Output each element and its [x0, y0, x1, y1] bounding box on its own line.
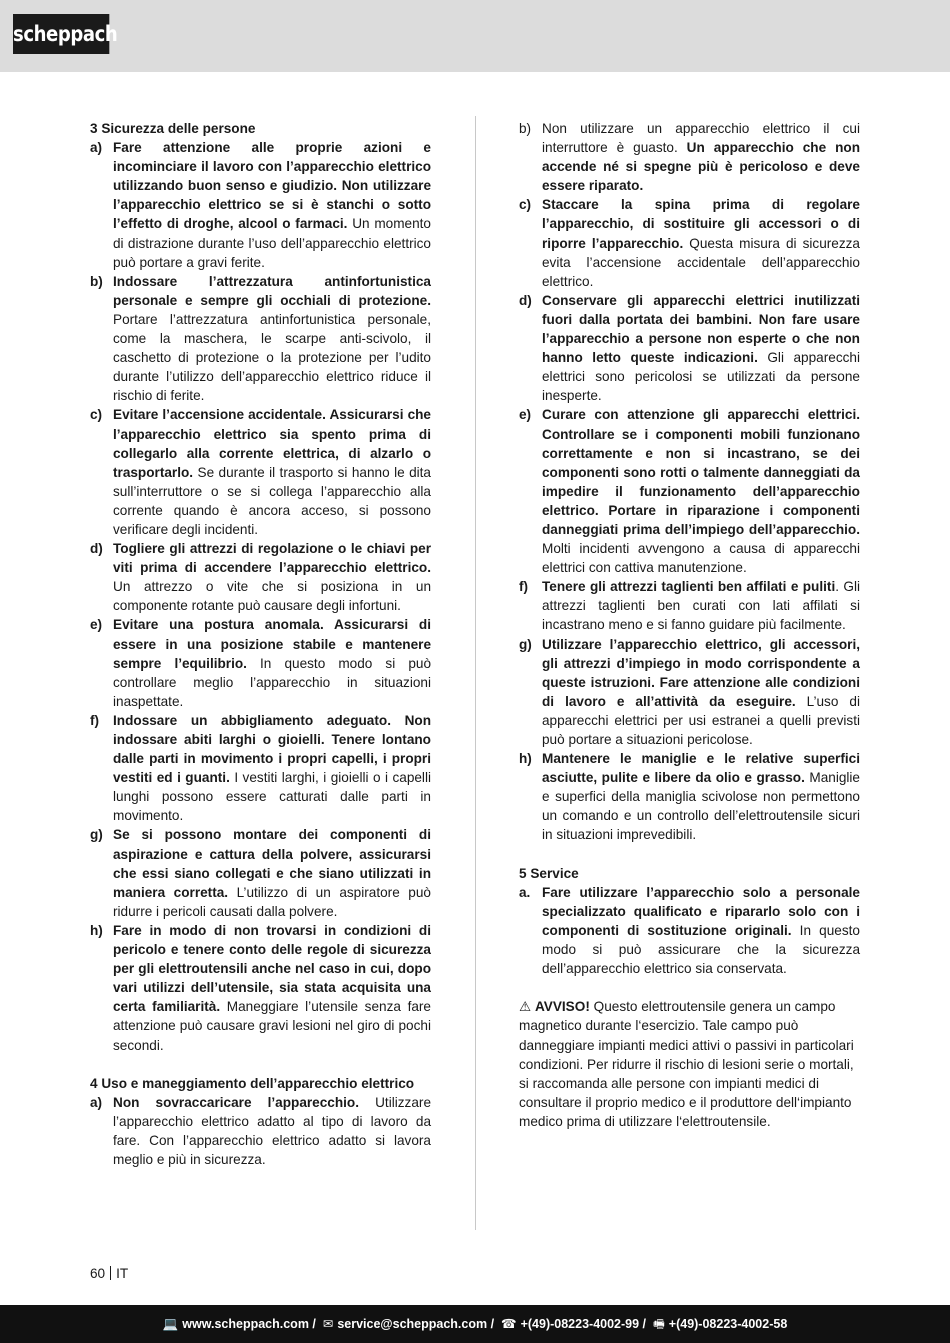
list-item-regular-text: . Gli attrezzi taglienti ben curati con lati affilati si incastrano meno e si fanno guidare più facilmente.: [542, 579, 860, 633]
list-item: [90, 615, 431, 710]
list-item-regular-text: Non utilizzare un apparecchio elettrico il cui interruttore è guasto.: [542, 121, 860, 156]
list-item-text: [113, 272, 431, 406]
list-item-bold-text: Indossare l’attrezzatura antinfortunistica personale e sempre gli occhiali di protezione.: [113, 273, 431, 308]
list-item-regular-text: L’uso di apparecchi elettrici per usi estranei a quelli previsti può portare a situazioni pericolose.: [542, 693, 860, 747]
list-item-label: h): [90, 922, 103, 938]
list-item: [90, 539, 431, 615]
list-item-label: c): [90, 407, 103, 423]
list-item-regular-text: Maneggiare l’utensile senza fare attenzione può causare gravi lesioni nel giro di pochi secondi.: [113, 999, 431, 1053]
list-item-regular-text: Maniglie e superfici della maniglia scivolose non permettono un comando e un controllo dell’elettroutensile sicuri in situazioni imprevedibili.: [542, 770, 860, 843]
list-item-text: [113, 138, 431, 272]
spacer: [90, 1055, 431, 1074]
list-item-bold-text: Se si possono montare dei componenti di aspirazione e cattura della polvere, assicurarsi che essi siano collegati e che siano utilizzati in maniera corretta.: [113, 827, 431, 900]
list-item-bold-text: Utilizzare l’apparecchio elettrico, gli accessori, gli attrezzi d’impiego in modo corrispondente a queste istruzioni. Fare attenzione alle condizioni di lavoro e all’attività da eseguire.: [542, 636, 860, 709]
list-item-regular-text: In questo modo si può controllare meglio l’apparecchio in situazioni inaspettate.: [113, 655, 432, 709]
list-item: [90, 825, 431, 920]
list-item: [90, 138, 431, 272]
section-heading-3: 3 Sicurezza delle persone: [90, 121, 256, 136]
phone-icon: ☎: [501, 1317, 517, 1331]
list-item-text: [542, 635, 860, 750]
footer-phone: +(49)-08223-4002-99 /: [520, 1317, 647, 1331]
email-icon: ✉: [322, 1317, 334, 1331]
warning-icon: ⚠: [519, 999, 532, 1015]
spacer: [519, 978, 860, 997]
list-item-bold-text: Un apparecchio che non accende né si spegne più è pericoloso e deve essere riparato.: [542, 140, 860, 194]
list-item: [90, 921, 431, 1055]
list-item-regular-text: Se durante il trasporto si hanno le dita sull’interruttore o se si collega l’apparecchio alla corrente quando è ancora acceso, si possono verificare degli incidenti.: [113, 464, 431, 537]
list-item-text: [113, 615, 431, 710]
warning-paragraph: [519, 997, 860, 1131]
list-item-bold-text: Staccare la spina prima di regolare l’apparecchio, di sostituire gli accessori o di riporre l’apparecchio.: [542, 197, 860, 251]
list-item-regular-text: Un momento di distrazione durante l’uso dell’apparecchio elettrico può portare a gravi ferite.: [113, 216, 431, 270]
page-number: [90, 1264, 128, 1283]
list-item-bold-text: Non sovraccaricare l’apparecchio.: [113, 1094, 360, 1110]
list-item: [90, 711, 431, 826]
list-item-label: g): [519, 636, 532, 652]
list-item-text: [542, 291, 860, 406]
list-item: [90, 272, 431, 406]
list-item-text: [542, 195, 860, 290]
list-item-regular-text: Un attrezzo o vite che si posiziona in un componente rotante può causare degli infortuni.: [113, 579, 431, 614]
monitor-icon: 💻: [162, 1317, 179, 1331]
fax-icon: 🖷: [652, 1317, 665, 1331]
list-item-text: [542, 119, 860, 195]
list-item-text: [113, 921, 431, 1055]
list-item-bold-text: Curare con attenzione gli apparecchi elettrici. Controllare se i componenti mobili funzionano correttamente e non si incastrano, se dei componenti sono rotti o talmente danneggiati da impedire il funzionamento dell’apparecchio elettrico. Portare in riparazione i componenti danneggiati prima dell’impiego dell’apparecchio.: [542, 407, 860, 537]
list-item-label: f): [519, 579, 529, 595]
list-item-label: e): [90, 617, 103, 633]
list-item: [519, 635, 860, 750]
section-heading-5: 5 Service: [519, 865, 579, 881]
footer-fax: +(49)-08223-4002-58: [668, 1317, 788, 1331]
list-item-bold-text: Evitare una postura anomala. Assicurarsi di essere in una posizione stabile e mantenere sempre l’equilibrio.: [113, 617, 431, 671]
list-item-label: f): [90, 712, 100, 728]
brand-logo: scheppach: [13, 14, 109, 54]
list-item-text: [542, 883, 860, 978]
list-item: [519, 405, 860, 577]
list-item-regular-text: Molti incidenti avvengono a causa di apparecchi elettrici con cattiva manutenzione.: [542, 541, 860, 576]
section-5-list: [519, 883, 860, 978]
footer-email-link[interactable]: service@scheppach.com /: [337, 1317, 495, 1331]
list-item-bold-text: Conservare gli apparecchi elettrici inutilizzati fuori dalla portata dei bambini. Non fare usare l’apparecchio a persone non esperte o che non hanno letto queste indicazioni.: [542, 292, 860, 366]
list-item-label: e): [519, 407, 532, 423]
section-4-list: [90, 1093, 431, 1169]
warning-label: AVVISO!: [534, 999, 590, 1015]
footer-bar: [0, 1305, 950, 1343]
page-number-value: 60: [90, 1266, 106, 1281]
list-item-bold-text: Indossare un abbigliamento adeguato. Non indossare abiti larghi o gioielli. Tenere lontano dalle parti in movimento i propri capelli, i propri vestiti ed i guanti.: [113, 712, 431, 786]
list-item: [519, 749, 860, 844]
list-item-regular-text: L’utilizzo di un aspiratore può ridurre i pericoli causati dalla polvere.: [113, 884, 431, 919]
list-item-regular-text: Gli apparecchi elettrici sono pericolosi se utilizzati da persone inesperte.: [542, 350, 860, 404]
list-item-label: d): [90, 541, 103, 557]
footer-web-link[interactable]: www.scheppach.com /: [182, 1317, 316, 1331]
warning-text: Questo elettroutensile genera un campo magnetico durante l‘esercizio. Tale campo può danneggiare impianti medici attivi o passivi in particolari condizioni. Per ridurre il rischio di lesioni serie o mortali, si raccomanda alle persone con impianti medici di consultare il proprio medico e il produttore dell‘impianto medico prima di utilizzare l‘elettroutensile.: [519, 999, 854, 1129]
list-item-text: [113, 1093, 431, 1169]
list-item-bold-text: Fare attenzione alle proprie azioni e incominciare il lavoro con l’apparecchio elettrico utilizzando buon senso e giudizio. Non utilizzare l’apparecchio elettrico se si è stanchi o sotto l’effetto di droghe, alcool o farmaci.: [113, 140, 431, 232]
list-item-text: [113, 825, 431, 920]
list-item-bold-text: Fare in modo di non trovarsi in condizioni di pericolo e tenere conto delle regole di sicurezza per gli elettroutensili anche nel caso in cui, dopo vari utilizzi dell’utensile, sia stata acquisita una certa familiarità.: [113, 922, 431, 1015]
list-item-regular-text: Utilizzare l’apparecchio elettrico adatto al tipo di lavoro da fare. Con l’apparecchio elettrico adatto si lavora meglio e più in sicurezza.: [113, 1094, 431, 1168]
list-item-label: b): [90, 273, 103, 289]
list-item: [519, 577, 860, 634]
section-3-list: [90, 138, 431, 1055]
column-divider: [475, 116, 476, 1230]
list-item-bold-text: Fare utilizzare l’apparecchio solo a personale specializzato qualificato e ripararlo solo con i componenti di sostituzione originali.: [542, 884, 860, 938]
list-item-label: b): [519, 121, 532, 136]
list-item-label: c): [519, 197, 532, 213]
list-item-label: d): [519, 292, 532, 308]
list-item-text: [542, 749, 860, 844]
list-item-regular-text: Questa misura di sicurezza evita l’accensione accidentale dell’apparecchio elettrico.: [542, 235, 860, 289]
list-item-regular-text: Portare l’attrezzatura antinfortunistica personale, come la maschera, le scarpe anti-scivolo, il caschetto di protezione o la protezione per l’udito durante l’utilizzo dell’apparecchio elettrico riduce il rischio di ferite.: [113, 311, 431, 404]
list-item-text: [113, 405, 431, 539]
page-separator: [110, 1266, 111, 1280]
list-item-text: [113, 539, 431, 615]
list-item-bold-text: Evitare l’accensione accidentale. Assicurarsi che l’apparecchio elettrico sia spento prima di collegarlo alla corrente elettrica, di alzarlo o trasportarlo.: [113, 407, 431, 480]
list-item-label: g): [90, 827, 103, 843]
list-item-label: h): [519, 751, 532, 767]
list-item-label: a): [90, 1094, 103, 1110]
list-item-bold-text: Mantenere le maniglie e le relative superfici asciutte, pulite e libere da olio e grasso.: [542, 751, 860, 786]
list-item: [519, 883, 860, 978]
list-item: [519, 119, 860, 195]
list-item: [519, 195, 860, 290]
list-item-text: [542, 577, 860, 634]
list-item-text: [113, 711, 431, 826]
list-item-label: a.: [519, 884, 531, 900]
list-item: [519, 291, 860, 406]
list-item: [90, 405, 431, 539]
header-bar: [0, 0, 950, 72]
spacer: [519, 845, 860, 864]
list-item-label: a): [90, 140, 103, 156]
section-heading-4: 4 Uso e maneggiamento dell’apparecchio elettrico: [90, 1075, 415, 1091]
section-4-list-continued: [519, 119, 860, 845]
language-code: IT: [116, 1266, 129, 1281]
list-item-regular-text: I vestiti larghi, i gioielli o i capelli lunghi possono essere catturati dalle parti in movimento.: [113, 770, 431, 824]
list-item-bold-text: Togliere gli attrezzi di regolazione o le chiavi per viti prima di accendere l’apparecchio elettrico.: [113, 541, 431, 576]
list-item-regular-text: In questo modo si può assicurare che la sicurezza dell’apparecchio elettrico sia conservata.: [542, 922, 860, 977]
list-item-text: [542, 405, 860, 577]
list-item: [90, 1093, 431, 1169]
list-item-bold-text: Tenere gli attrezzi taglienti ben affilati e puliti: [542, 579, 836, 595]
left-column: [90, 119, 431, 1169]
right-column: [519, 119, 860, 1131]
